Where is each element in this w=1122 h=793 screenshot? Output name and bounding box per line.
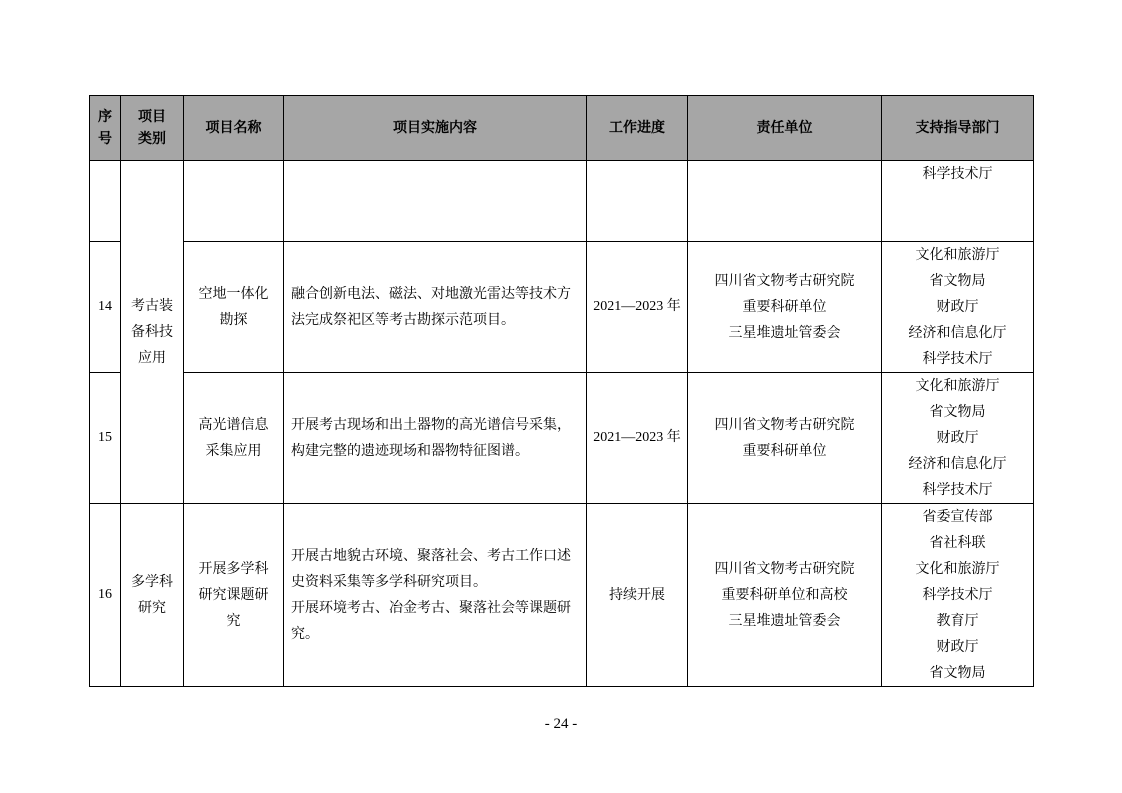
cell-seq: 16: [90, 504, 121, 687]
cell-unit: 四川省文物考古研究院 重要科研单位和高校 三星堆遗址管委会: [688, 504, 882, 687]
cell-seq: [90, 161, 121, 242]
cell-name: 高光谱信息 采集应用: [184, 373, 284, 504]
col-header-content: 项目实施内容: [284, 96, 587, 161]
cell-dept: 科学技术厅: [882, 161, 1034, 242]
col-header-dept: 支持指导部门: [882, 96, 1034, 161]
cell-seq: 15: [90, 373, 121, 504]
cell-category: 多学科 研究: [121, 504, 184, 687]
col-header-unit: 责任单位: [688, 96, 882, 161]
table-row: [90, 504, 1034, 687]
cell-progress: 持续开展: [587, 504, 688, 687]
cell-name: 空地一体化 勘探: [184, 242, 284, 373]
col-header-progress: 工作进度: [587, 96, 688, 161]
cell-content: 融合创新电法、磁法、对地激光雷达等技术方法完成祭祀区等考古勘探示范项目。: [284, 242, 587, 373]
cell-progress: [587, 161, 688, 242]
cell-progress: 2021—2023 年: [587, 242, 688, 373]
cell-seq: 14: [90, 242, 121, 373]
cell-name: [184, 161, 284, 242]
cell-unit: 四川省文物考古研究院 重要科研单位: [688, 373, 882, 504]
header-row: [90, 96, 1034, 161]
cell-content: [284, 161, 587, 242]
cell-dept: 文化和旅游厅 省文物局 财政厅 经济和信息化厅 科学技术厅: [882, 373, 1034, 504]
table-row-continuation: [90, 161, 1034, 242]
cell-content: 开展考古现场和出土器物的高光谱信号采集，构建完整的遗迹现场和器物特征图谱。: [284, 373, 587, 504]
project-table: [89, 95, 1034, 687]
col-header-category: 项目 类别: [121, 96, 184, 161]
cell-category-equipment: 考古装 备科技 应用: [121, 161, 184, 504]
cell-name: 开展多学科 研究课题研 究: [184, 504, 284, 687]
cell-content: 开展古地貌古环境、聚落社会、考古工作口述史资料采集等多学科研究项目。 开展环境考古、冶金考古、聚落社会等课题研究。: [284, 504, 587, 687]
table-row: [90, 373, 1034, 504]
cell-unit: [688, 161, 882, 242]
cell-progress: 2021—2023 年: [587, 373, 688, 504]
cell-dept: 文化和旅游厅 省文物局 财政厅 经济和信息化厅 科学技术厅: [882, 242, 1034, 373]
col-header-seq: 序 号: [90, 96, 121, 161]
col-header-name: 项目名称: [184, 96, 284, 161]
cell-dept: 省委宣传部 省社科联 文化和旅游厅 科学技术厅 教育厅 财政厅 省文物局: [882, 504, 1034, 687]
table-row: [90, 242, 1034, 373]
cell-unit: 四川省文物考古研究院 重要科研单位 三星堆遗址管委会: [688, 242, 882, 373]
page-number: - 24 -: [544, 716, 578, 732]
